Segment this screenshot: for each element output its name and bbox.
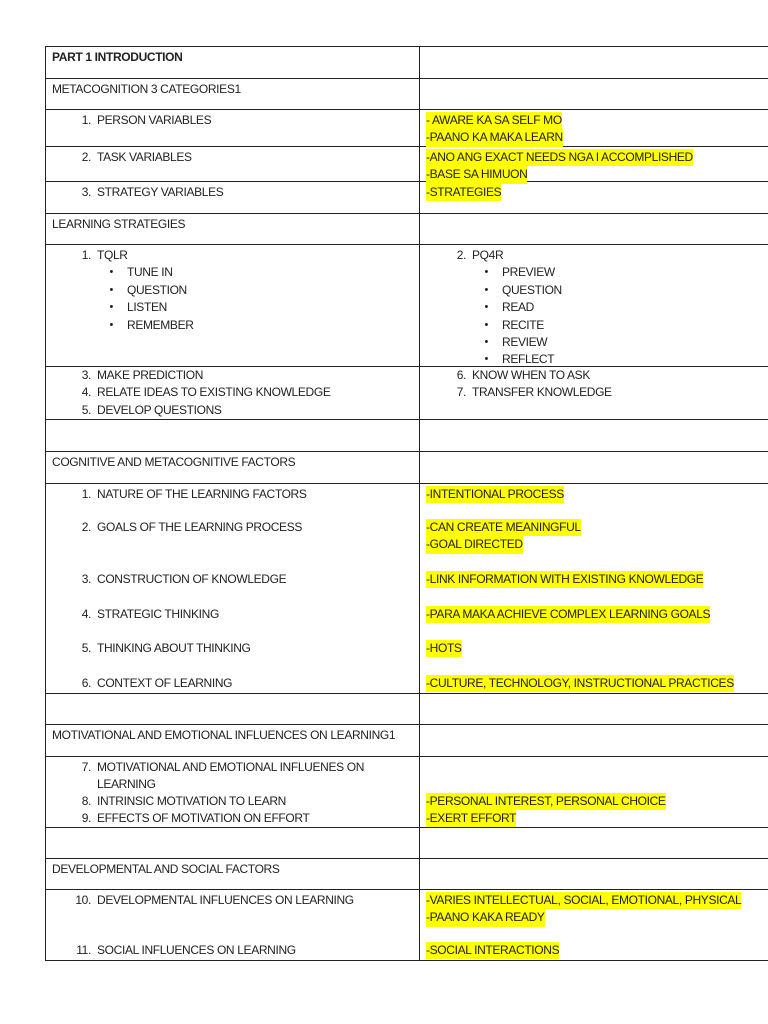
table-row: 2. TASK VARIABLES -ANO ANG EXACT NEEDS NGA I ACCOMPLISHED -BASE SA HIMUON xyxy=(45,147,768,182)
bullet-icon: • xyxy=(484,301,488,314)
highlighted-note: - AWARE KA SA SELF MO xyxy=(426,112,562,129)
notes-table xyxy=(45,46,768,961)
table-row: 3. MAKE PREDICTION 4. RELATE IDEAS TO EXISTING KNOWLEDGE 5. DEVELOP QUESTIONS 6. KNOW WHEN TO ASK 7. TRANSFER KNOWLEDGE xyxy=(45,367,768,420)
highlighted-note: -STRATEGIES xyxy=(426,184,501,201)
cognitive-factors-block: 1. NATURE OF THE LEARNING FACTORS -INTENTIONAL PROCESS 2. GOALS OF THE LEARNING PROCESS -CAN CREATE MEANINGFUL -GOAL DIRECTED 3. CONSTRUCTION OF KNOWLEDGE -LINK INFORMATION WITH EXISTING KNOWLEDGE 4. STRATEGIC THINKING -PARA MAKA ACHIEVE COMPLEX LEARNING GOALS 5. THINKING ABOUT THINKING -HOTS 6. CONTEXT OF LEARNING -CULTURE, TECHNOLOGY, INSTRUCTIONAL PRACTICES xyxy=(45,484,768,694)
table-row: 3. STRATEGY VARIABLES -STRATEGIES xyxy=(45,182,768,214)
empty-row xyxy=(45,828,768,859)
empty-row xyxy=(45,694,768,725)
section-heading-row xyxy=(45,79,768,110)
section-heading-row xyxy=(45,859,768,890)
section-heading-row xyxy=(45,214,768,245)
section-heading: LEARNING STRATEGIES xyxy=(46,214,420,244)
section-heading: MOTIVATIONAL AND EMOTIONAL INFLUENCES ON LEARNING1 xyxy=(46,725,420,756)
tqlr-list: 1. TQLR • TUNE IN • QUESTION • LISTEN • REMEMBER xyxy=(46,245,420,369)
highlighted-note: -ANO ANG EXACT NEEDS NGA I ACCOMPLISHED xyxy=(426,149,693,166)
table-row xyxy=(45,245,768,367)
bullet-icon: • xyxy=(109,266,113,279)
empty-row xyxy=(45,420,768,452)
item-label: STRATEGY VARIABLES xyxy=(97,185,224,199)
section-heading: METACOGNITION 3 CATEGORIES1 xyxy=(46,79,420,109)
developmental-block: 10. DEVELOPMENTAL INFLUENCES ON LEARNING -VARIES INTELLECTUAL, SOCIAL, EMOTIONAL, PHYSICAL -PAANO KAKA READY 11. SOCIAL INFLUENCES ON LEARNING -SOCIAL INTERACTIONS xyxy=(45,890,768,961)
bullet-icon: • xyxy=(484,266,488,279)
bullet-icon: • xyxy=(484,336,488,349)
bullet-icon: • xyxy=(484,353,488,366)
section-heading: DEVELOPMENTAL AND SOCIAL FACTORS xyxy=(46,859,420,889)
bullet-icon: • xyxy=(484,283,488,296)
pq4r-list: 2. PQ4R • PREVIEW • QUESTION • READ • RECITE • REVIEW • REFLECT xyxy=(420,245,768,369)
item-label: TASK VARIABLES xyxy=(97,150,192,164)
title-row xyxy=(45,47,768,79)
section-heading-row xyxy=(45,452,768,484)
item-label: PERSON VARIABLES xyxy=(97,113,212,127)
bullet-icon: • xyxy=(109,301,113,314)
table-row: 1. PERSON VARIABLES - AWARE KA SA SELF MO -PAANO KA MAKA LEARN xyxy=(45,110,768,147)
highlighted-note: -PAANO KA MAKA LEARN xyxy=(426,129,563,146)
bullet-icon: • xyxy=(484,318,488,331)
section-heading: COGNITIVE AND METACOGNITIVE FACTORS xyxy=(46,452,420,483)
bullet-icon: • xyxy=(109,283,113,296)
bullet-icon: • xyxy=(109,318,113,331)
motivational-block: 7. MOTIVATIONAL AND EMOTIONAL INFLUENES ON LEARNING 8. INTRINSIC MOTIVATION TO LEARN -PERSONAL INTEREST, PERSONAL CHOICE 9. EFFECTS OF MOTIVATION ON EFFORT -EXERT EFFORT xyxy=(45,757,768,828)
highlighted-note: -BASE SA HIMUON xyxy=(426,166,527,183)
part-title: PART 1 INTRODUCTION xyxy=(46,47,420,78)
section-heading-row xyxy=(45,725,768,757)
